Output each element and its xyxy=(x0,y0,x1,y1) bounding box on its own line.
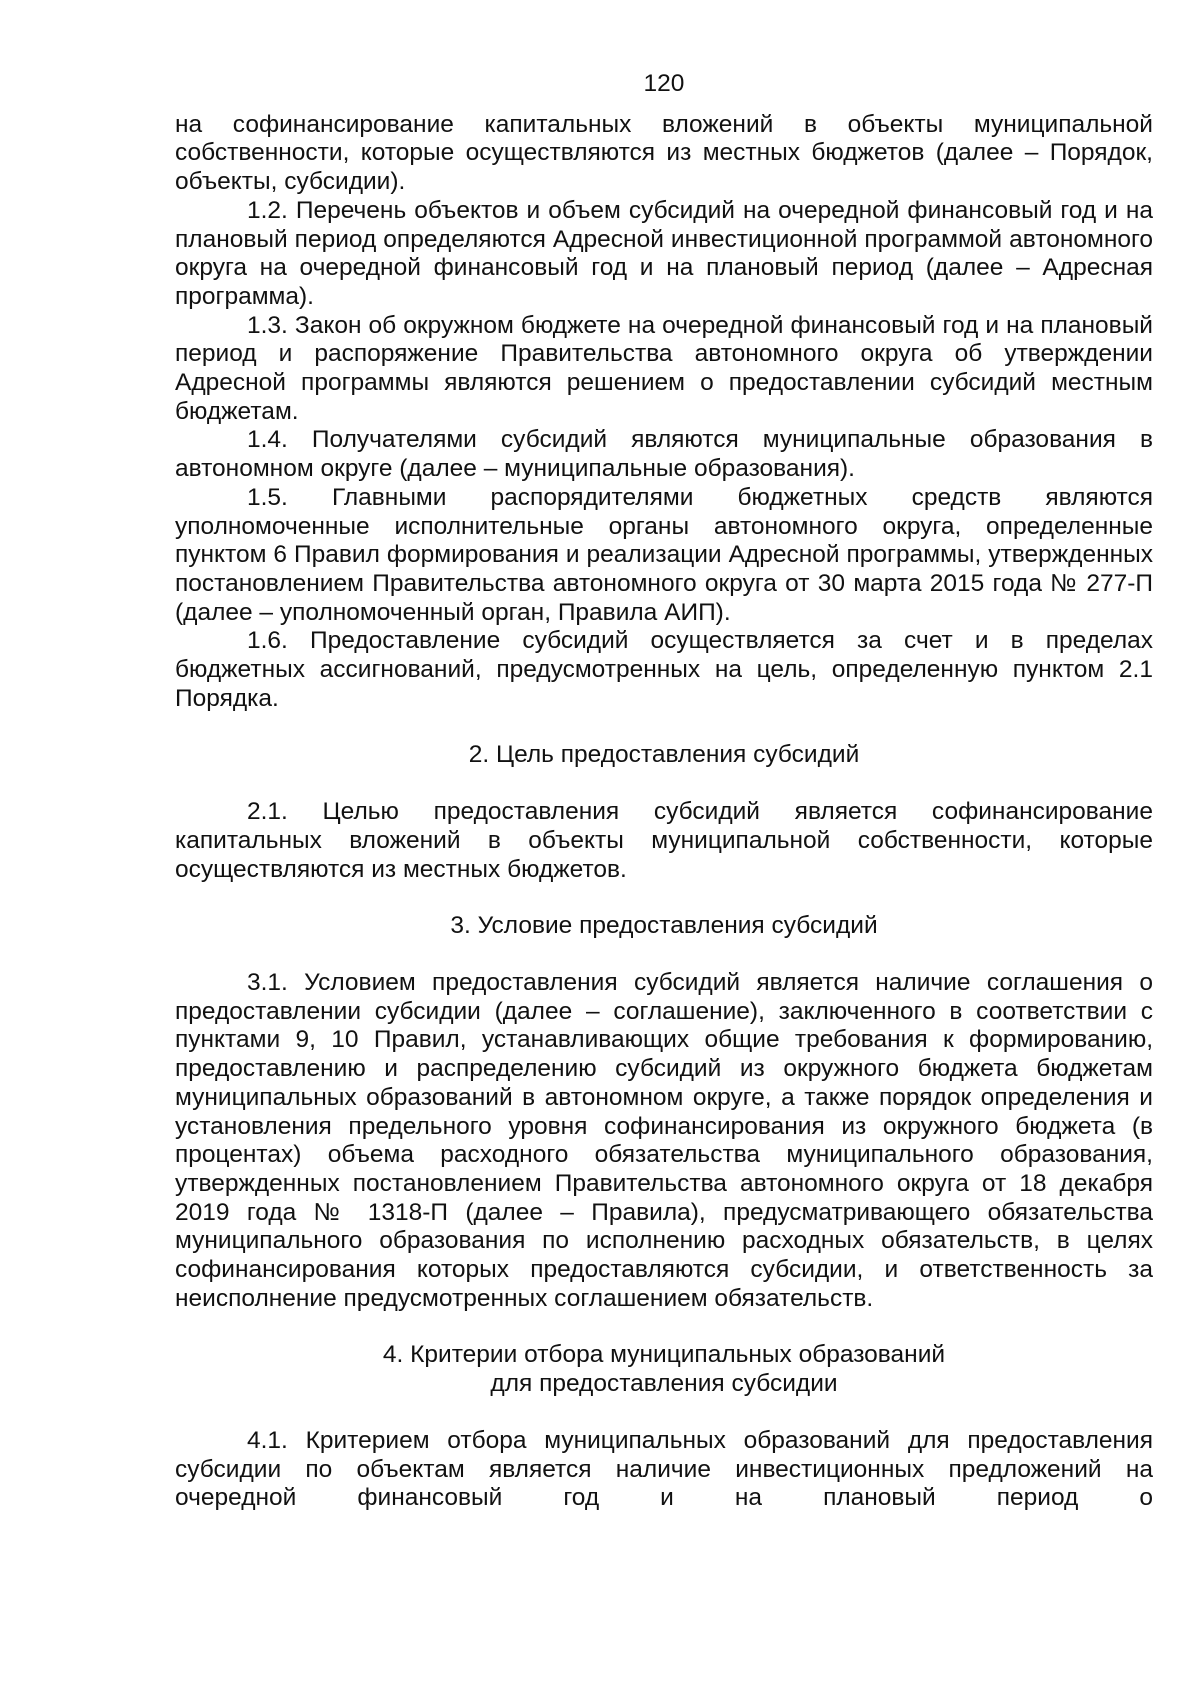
paragraph-1-6: 1.6. Предоставление субсидий осуществляется за счет и в пределах бюджетных ассигнований, предусмотренных на цель, определенную пунктом 2.1 Порядка. xyxy=(175,627,1153,712)
section-4-heading xyxy=(175,1341,1153,1398)
paragraph-1-4: 1.4. Получателями субсидий являются муниципальные образования в автономном округе (далее – муниципальные образования). xyxy=(175,426,1153,483)
section-2-heading-line: 2. Цель предоставления субсидий xyxy=(468,741,860,769)
section-2-heading xyxy=(175,741,1153,770)
paragraph-1-3: 1.3. Закон об окружном бюджете на очередной финансовый год и на плановый период и распоряжение Правительства автономного округа об утверждении Адресной программы являются решением о предоставлении субсидий местным бюджетам. xyxy=(175,311,1153,425)
paragraph-1-2: 1.2. Перечень объектов и объем субсидий на очередной финансовый год и на плановый период определяются Адресной инвестиционной программой автономного округа на очередной финансовый год и на плановый период (далее – Адресная программа). xyxy=(175,196,1153,310)
section-3-heading xyxy=(175,912,1153,941)
page-number: 120 xyxy=(643,70,685,97)
paragraph-1-0-continuation: на софинансирование капитальных вложений в объекты муниципальной собственности, которые осуществляются из местных бюджетов (далее – Порядок, объекты, субсидии). xyxy=(175,110,1153,196)
section-4-heading-line-1: 4. Критерии отбора муниципальных образований xyxy=(382,1341,946,1369)
paragraph-3-1: 3.1. Условием предоставления субсидий является наличие соглашения о предоставлении субсидии (далее – соглашение), заключенного в соответствии с пунктами 9, 10 Правил, устанавливающих общие требования к формированию, предоставлению и распределению субсидий из окружного бюджета бюджетам муниципальных образований в автономном округе, а также порядок определения и установления предельного уровня софинансирования из окружного бюджета (в процентах) объема расходного обязательства муниципального образования, утвержденных постановлением Правительства автономного округа от 18 декабря 2019 года № 1318-П (далее – Правила), предусматривающего обязательства муниципального образования по исполнению расходных обязательств, в целях софинансирования которых предоставляются субсидии, и ответственность за неисполнение предусмотренных соглашением обязательств. xyxy=(175,968,1153,1312)
section-3 xyxy=(175,912,1153,1313)
paragraph-1-5: 1.5. Главными распорядителями бюджетных средств являются уполномоченные исполнительные органы автономного округа, определенные пунктом 6 Правил формирования и реализации Адресной программы, утвержденных постановлением Правительства автономного округа от 30 марта 2015 года № 277-П (далее – уполномоченный орган, Правила АИП). xyxy=(175,483,1153,626)
paragraph-4-1: 4.1. Критерием отбора муниципальных образований для предоставления субсидии по объектам является наличие инвестиционных предложений на очередной финансовый год и на плановый период о xyxy=(175,1426,1153,1512)
paragraph-2-1: 2.1. Целью предоставления субсидий является софинансирование капитальных вложений в объекты муниципальной собственности, которые осуществляются из местных бюджетов. xyxy=(175,798,1153,883)
section-3-heading-line: 3. Условие предоставления субсидий xyxy=(450,912,878,940)
document-page xyxy=(175,70,1153,1513)
section-2 xyxy=(175,741,1153,884)
section-4 xyxy=(175,1341,1153,1513)
section-1 xyxy=(175,111,1153,714)
section-4-heading-line-2: для предоставления субсидии xyxy=(490,1370,838,1398)
